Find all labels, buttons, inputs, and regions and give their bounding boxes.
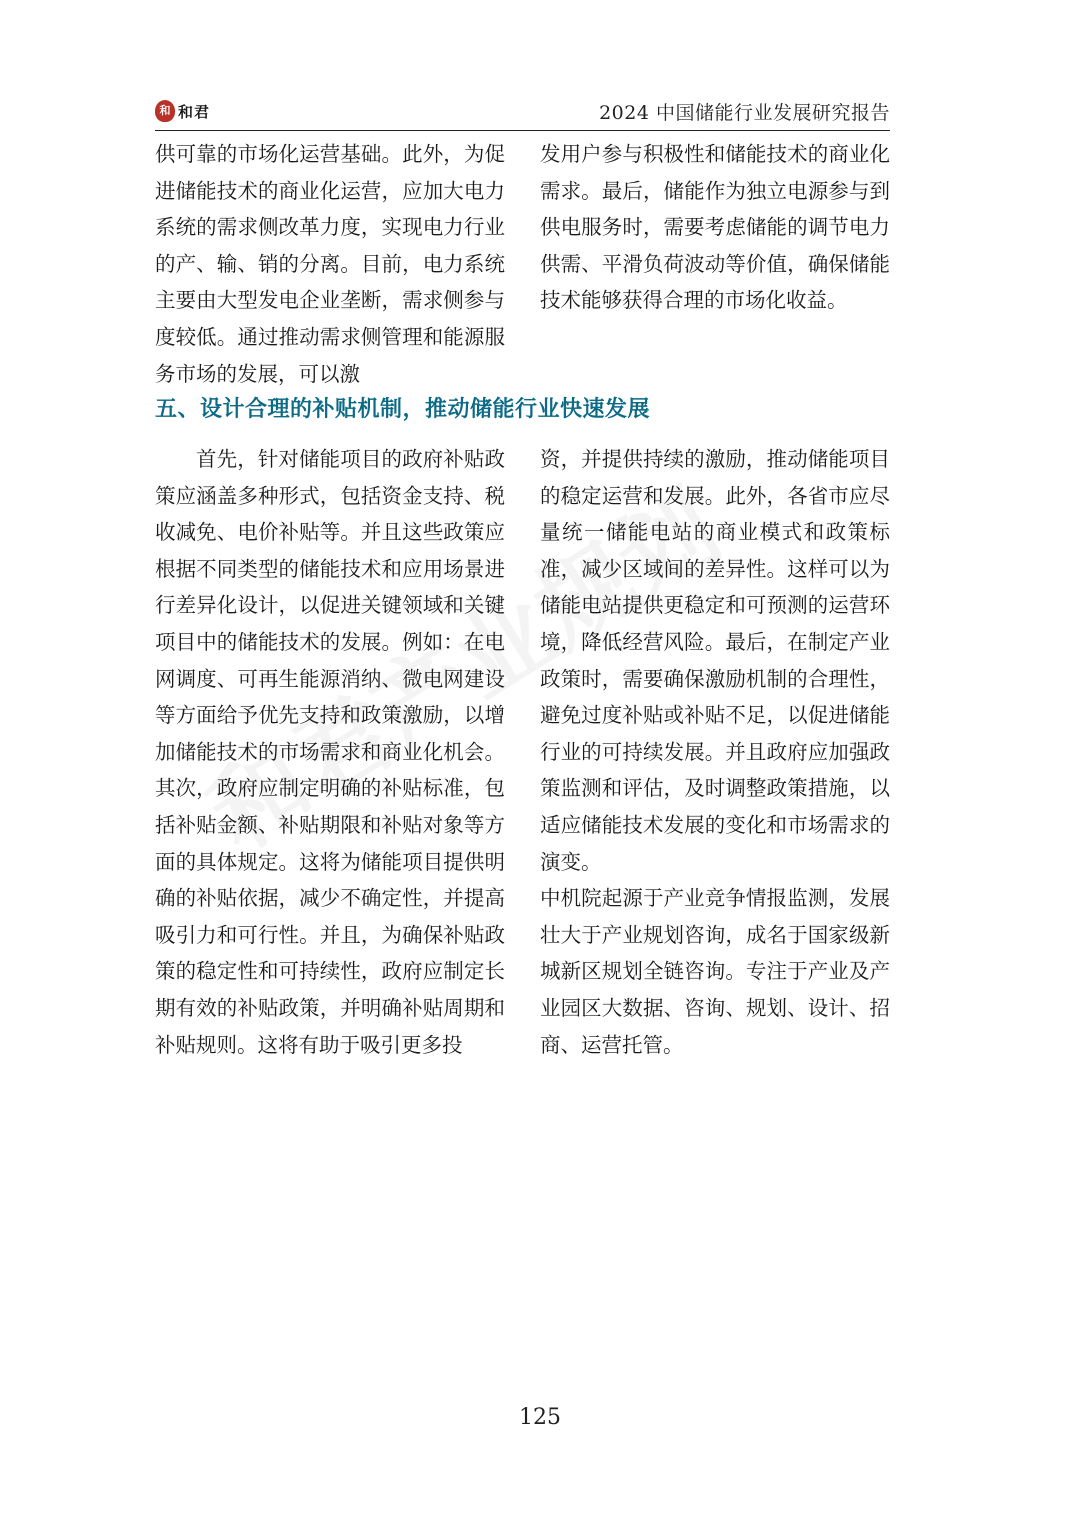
brand-logo: [155, 100, 210, 122]
paragraph: 资，并提供持续的激励，推动储能项目的稳定运营和发展。此外，各省市应尽量统一储能电站的商业模式和政策标准，减少区域间的差异性。这样可以为储能电站提供更稳定和可预测的运营环境，降低经营风险。最后，在制定产业政策时，需要确保激励机制的合理性，避免过度补贴或补贴不足，以促进储能行业的可持续发展。并且政府应加强政策监测和评估，及时调整政策措施，以适应储能技术发展的变化和市场需求的演变。: [540, 447, 890, 874]
paragraph: 发用户参与积极性和储能技术的商业化需求。最后，储能作为独立电源参与到供电服务时，需要考虑储能的调节电力供需、平滑负荷波动等价值，确保储能技术能够获得合理的市场化收益。: [540, 142, 890, 313]
top-left-column: [155, 136, 505, 392]
top-right-column: [540, 136, 890, 319]
logo-text: 和君: [178, 102, 211, 121]
seal-icon: 和: [155, 100, 175, 122]
bottom-right-column: [540, 441, 890, 1063]
page-number: 125: [519, 1405, 561, 1430]
section-heading: 五、设计合理的补贴机制，推动储能行业快速发展: [155, 397, 651, 422]
paragraph: 首先，针对储能项目的政府补贴政策应涵盖多种形式，包括资金支持、税收减免、电价补贴等。并且这些政策应根据不同类型的储能技术和应用场景进行差异化设计，以促进关键领域和关键项目中的储能技术的发展。例如：在电网调度、可再生能源消纳、微电网建设等方面给予优先支持和政策激励，以增加储能技术的市场需求和商业化机会。其次，政府应制定明确的补贴标准，包括补贴金额、补贴期限和补贴对象等方面的具体规定。这将为储能项目提供明确的补贴依据，减少不确定性，并提高吸引力和可行性。并且，为确保补贴政策的稳定性和可持续性，政府应制定长期有效的补贴政策，并明确补贴周期和补贴规则。这将有助于吸引更多投: [155, 447, 505, 1057]
bottom-left-column: [155, 441, 505, 1063]
paragraph: 中机院起源于产业竞争情报监测，发展壮大于产业规划咨询，成名于国家级新城新区规划全链咨询。专注于产业及产业园区大数据、咨询、规划、设计、招商、运营托管。: [540, 886, 890, 1057]
page-header: [155, 96, 890, 131]
report-title: 2024 中国储能行业发展研究报告: [599, 102, 890, 124]
paragraph: 供可靠的市场化运营基础。此外，为促进储能技术的商业化运营，应加大电力系统的需求侧改革力度，实现电力行业的产、输、销的分离。目前，电力系统主要由大型发电企业垄断，需求侧参与度较低。通过推动需求侧管理和能源服务市场的发展，可以激: [155, 142, 505, 386]
